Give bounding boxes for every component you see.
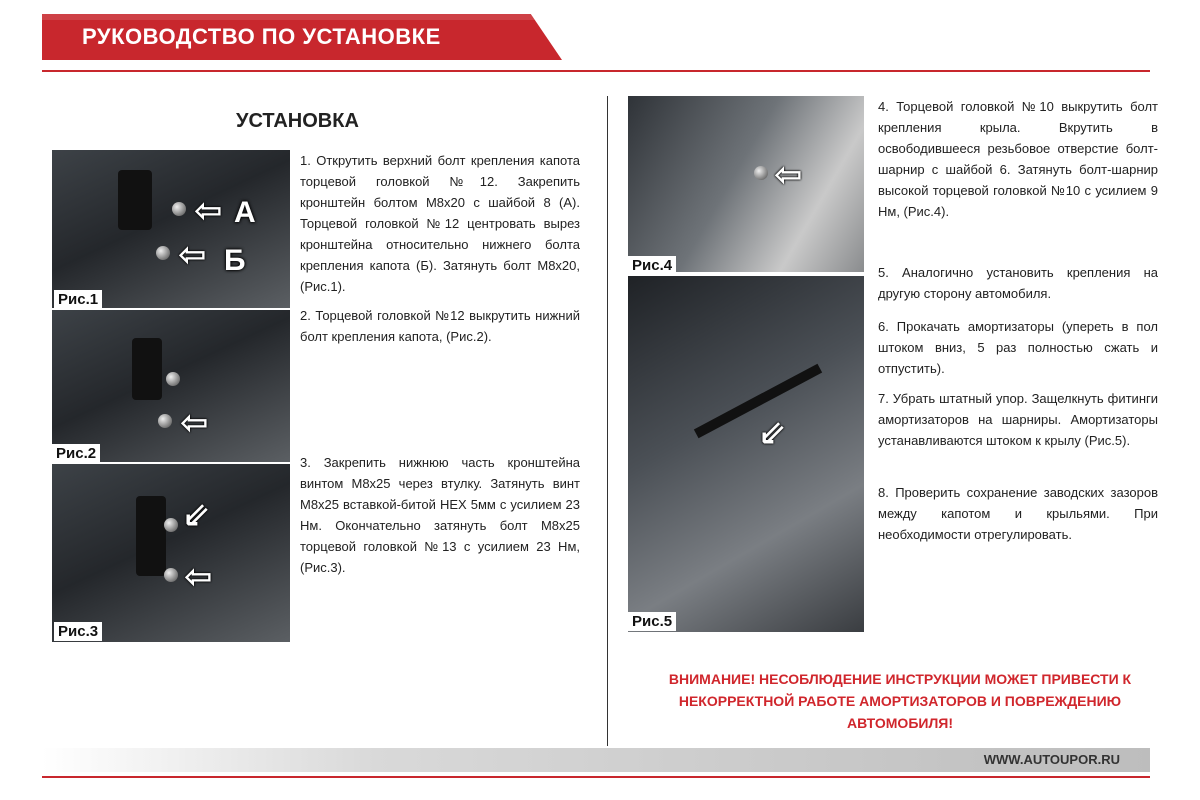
- footer-url[interactable]: WWW.AUTOUPOR.RU: [983, 752, 1120, 767]
- marker-a: А: [234, 196, 256, 229]
- marker-b: Б: [224, 244, 246, 277]
- arrow-icon: ⇙: [182, 496, 211, 534]
- figure-1-photo: [52, 150, 290, 308]
- step-6-text: 6. Прокачать амортизаторы (упереть в пол штоком вниз, 5 раз полностью сжать и отпустить).: [878, 319, 1158, 376]
- footer-bar: [42, 748, 1150, 772]
- figure-5-photo: [628, 276, 864, 632]
- step-3-text: 3. Закрепить нижнюю часть кронштейна винтом М8х25 через втулку. Затянуть винт М8х25 вставкой-битой HEX 5мм с усилием 23 Нм. Окончательно затянуть болт М8х25 торцевой головкой №13 с усилием 23 Нм, (Рис.3).: [300, 455, 580, 575]
- arrow-icon: ⇦: [184, 558, 213, 596]
- header-divider: [42, 70, 1150, 72]
- step-2-text: 2. Торцевой головкой №12 выкрутить нижний болт крепления капота, (Рис.2).: [300, 308, 580, 344]
- step-1-text: 1. Открутить верхний болт крепления капота торцевой головкой №12. Закрепить кронштейн болтом М8х20 с шайбой 8 (А). Торцевой головкой №12 центровать вырез кронштейна относительно нижнего болта крепления капота (Б). Затянуть болт М8х20, (Рис.1).: [300, 153, 580, 294]
- figure-3-photo: [52, 464, 290, 642]
- warning-text: ВНИМАНИЕ! НЕСОБЛЮДЕНИЕ ИНСТРУКЦИИ МОЖЕТ ПРИВЕСТИ К НЕКОРРЕКТНОЙ РАБОТЕ АМОРТИЗАТОРОВ И ПОВРЕЖДЕНИЮ АВТОМОБИЛЯ!: [668, 671, 1132, 731]
- page-title: РУКОВОДСТВО ПО УСТАНОВКЕ: [82, 24, 441, 49]
- arrow-icon: ⇦: [194, 192, 223, 230]
- step-8-text: 8. Проверить сохранение заводских зазоров между капотом и крыльями. При необходимости отрегулировать.: [878, 485, 1158, 542]
- arrow-icon: ⇦: [178, 236, 207, 274]
- column-divider: [607, 96, 608, 746]
- step-7-text: 7. Убрать штатный упор. Защелкнуть фитинги амортизаторов на шарниры. Амортизаторы устанавливаются штоком к крылу (Рис.5).: [878, 391, 1158, 448]
- figure-5-label: Рис.5: [628, 612, 676, 631]
- figure-3-label: Рис.3: [54, 622, 102, 641]
- arrow-icon: ⇙: [758, 414, 787, 452]
- figure-4-photo: [628, 96, 864, 272]
- figure-1-label: Рис.1: [54, 290, 102, 309]
- section-title: УСТАНОВКА: [236, 110, 359, 132]
- figure-4-label: Рис.4: [628, 256, 676, 275]
- step-5-text: 5. Аналогично установить крепления на другую сторону автомобиля.: [878, 265, 1158, 301]
- figure-2-label: Рис.2: [52, 444, 100, 463]
- arrow-icon: ⇦: [180, 404, 209, 442]
- arrow-icon: ⇦: [774, 156, 803, 194]
- step-4-text: 4. Торцевой головкой №10 выкрутить болт крепления крыла. Вкрутить в освободившееся резьбовое отверстие болт-шарнир с шайбой 6. Затянуть болт-шарнир высокой торцевой головкой №10 с усилием 9 Нм, (Рис.4).: [878, 99, 1158, 219]
- footer-divider: [42, 776, 1150, 778]
- figure-2-photo: [52, 310, 290, 462]
